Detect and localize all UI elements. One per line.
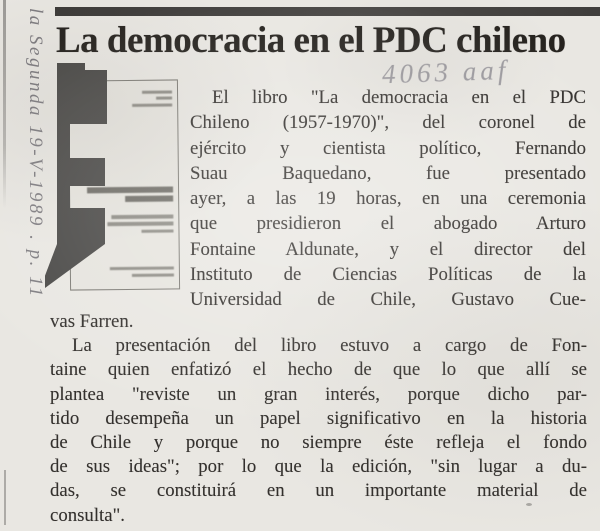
scan-fold-line-bottom xyxy=(4,470,6,525)
body-line: ejército y cientista político, Fernando xyxy=(190,137,586,159)
cover-text-line xyxy=(142,90,172,93)
cover-text-line xyxy=(156,96,172,99)
body-line: plantea "reviste un gran interés, porque dicho par- xyxy=(50,383,587,405)
body-line: Suau Baquedano, fue presentado xyxy=(190,162,586,184)
print-smudge xyxy=(526,503,532,506)
body-line: Instituto de Ciencias Políticas de la xyxy=(190,264,586,286)
body-line: La presentación del libro estuvo a cargo de Fon- xyxy=(72,335,587,357)
cover-text-line xyxy=(111,214,173,218)
body-line: Fontaine Aldunate, y el director del xyxy=(190,238,586,260)
body-line: vas Farren. xyxy=(50,311,134,332)
cover-text-line xyxy=(110,266,174,270)
body-line: ayer, a las 19 horas, en una ceremonia xyxy=(190,188,586,210)
body-line: Chileno (1957-1970)", del coronel de xyxy=(190,112,586,134)
body-line: consulta". xyxy=(50,504,125,526)
body-line: tido desempeña un papel significativo en la historia xyxy=(50,407,587,429)
body-line: Universidad de Chile, Gustavo Cue- xyxy=(190,289,586,311)
cover-text-line xyxy=(132,103,172,106)
body-line: das, se constituirá en un importante material de xyxy=(50,480,587,502)
article-body-column xyxy=(190,85,586,313)
body-line: taine quien enfatizó el hecho de que lo que allí se xyxy=(50,359,587,381)
cover-text-line xyxy=(141,229,173,232)
body-line: de sus ideas"; por lo que la edición, "sin lugar a du- xyxy=(50,456,587,478)
headline: La democracia en el PDC chileno xyxy=(56,20,566,61)
cover-title-line xyxy=(125,195,173,201)
cover-text-line xyxy=(132,273,174,276)
scan-fold-line-top xyxy=(3,0,6,208)
article-body-full xyxy=(50,310,587,528)
margin-note-handwritten: la Segunda 19-V-1989 . p. 11 xyxy=(25,8,46,299)
book-cover-photo xyxy=(55,62,179,292)
body-line: El libro "La democracia en el PDC xyxy=(212,87,586,108)
body-line: de Chile y porque no siempre éste refleja el fondo xyxy=(50,432,587,454)
cover-title-line xyxy=(87,186,173,193)
body-line: que presidieron el abogado Arturo xyxy=(190,213,586,235)
archive-code-pencil: 4063 aaf xyxy=(381,54,510,90)
headline-rule xyxy=(55,7,600,16)
cover-text-line xyxy=(107,221,173,225)
